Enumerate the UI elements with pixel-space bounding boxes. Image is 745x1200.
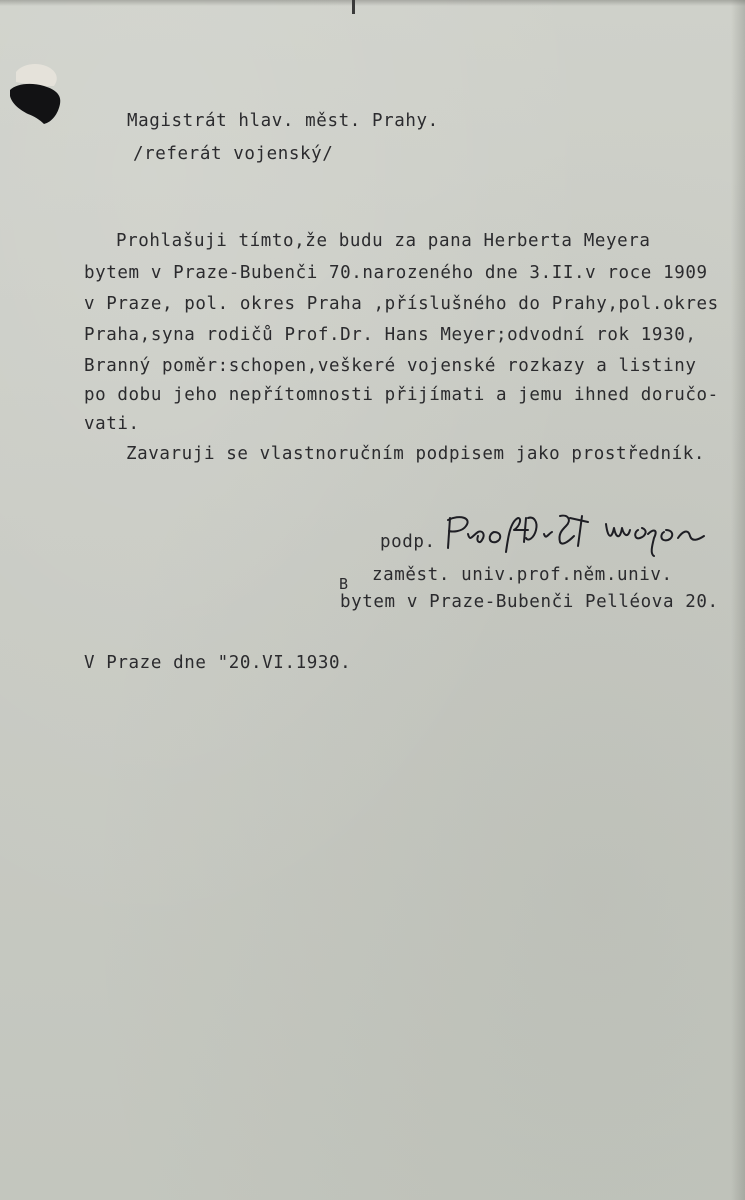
signature-label: podp. [380,532,436,552]
correction-mark: B [339,575,349,593]
body-line-6: po dobu jeho nepřítomnosti přijímati a jemu ihned doručo- [84,385,719,405]
body-line-7: vati. [84,414,140,434]
closing-line: Zavaruji se vlastnoručním podpisem jako prostředník. [126,444,706,464]
paper-damage-stain [6,62,64,130]
addressee-line-1: Magistrát hlav. měst. Prahy. [127,111,439,131]
paper-top-edge [0,0,745,6]
place-date: V Praze dne "20.VI.1930. [84,653,352,673]
signer-address: bytem v Praze-Bubenči Pelléova 20. [340,592,719,612]
body-line-3: v Praze, pol. okres Praha ,příslušného do Prahy,pol.okres [84,294,719,314]
signer-title: zaměst. univ.prof.něm.univ. [372,565,673,585]
body-line-5: Branný poměr:schopen,veškeré vojenské rozkazy a listiny [84,356,697,376]
body-line-4: Praha,syna rodičů Prof.Dr. Hans Meyer;odvodní rok 1930, [84,325,697,345]
addressee-line-2: /referát vojenský/ [133,144,334,164]
handwritten-signature [442,512,742,562]
body-line-2: bytem v Praze-Bubenči 70.narozeného dne 3.II.v roce 1909 [84,263,708,283]
body-line-1: Prohlašuji tímto,že budu za pana Herberta Meyera [116,231,651,251]
paper-right-edge [731,0,745,1200]
ink-mark [352,0,355,14]
